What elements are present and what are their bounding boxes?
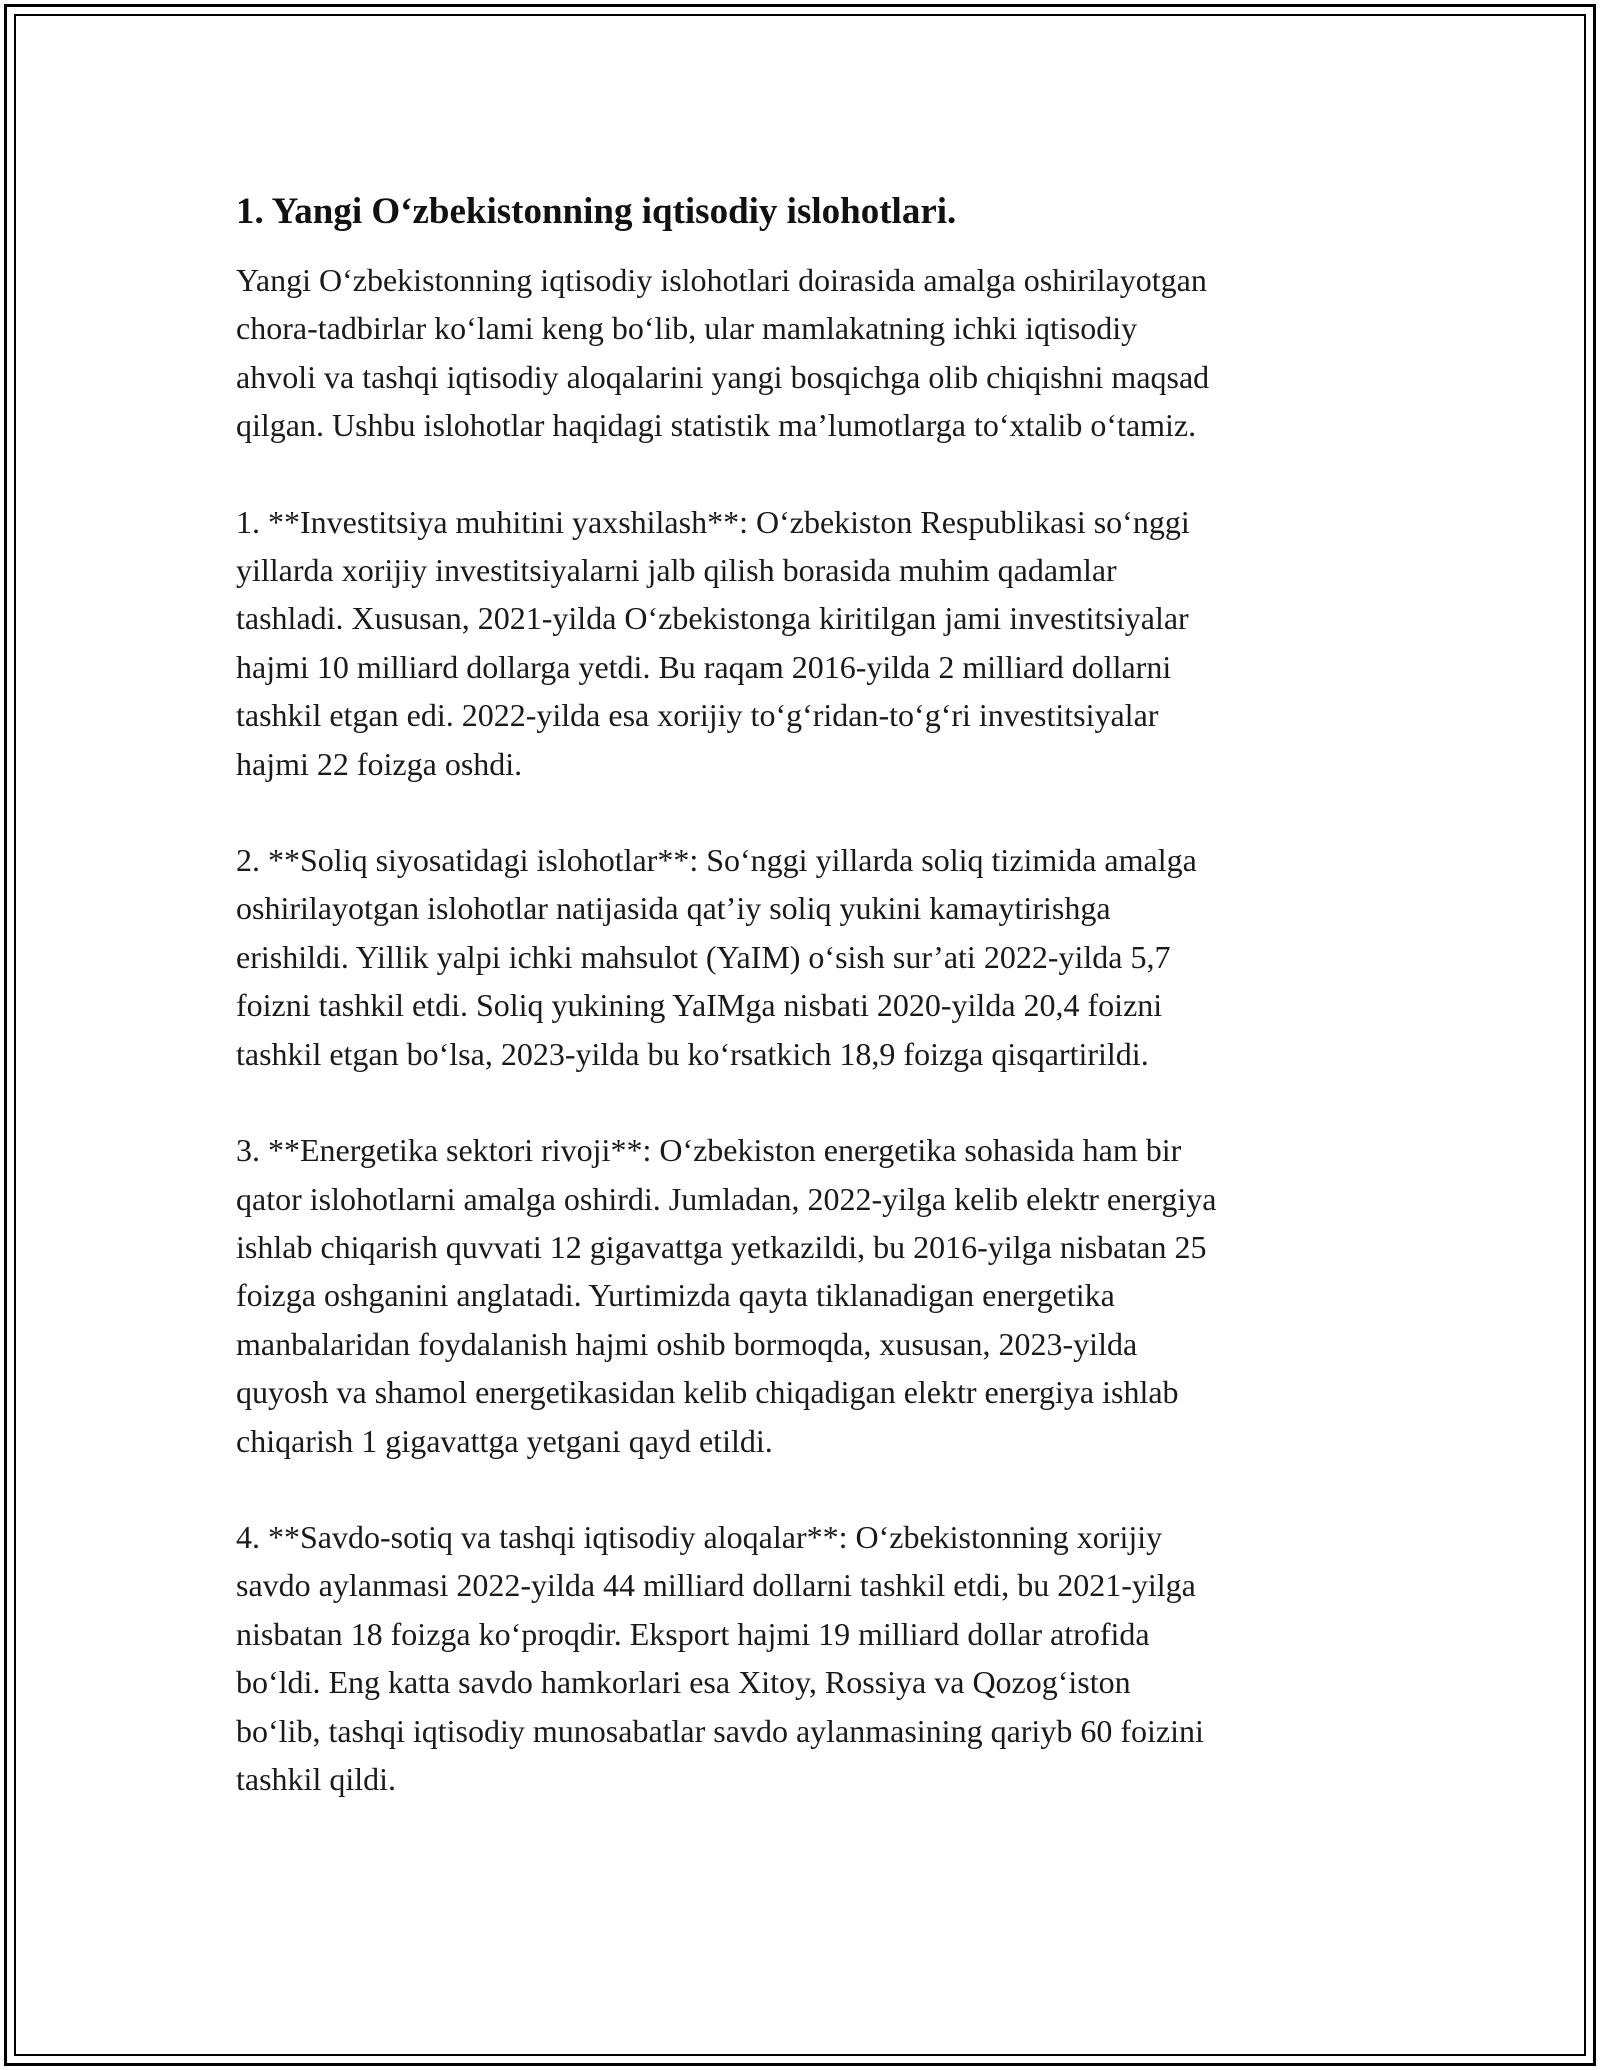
paragraph-energy-sector: 3. **Energetika sektori rivoji**: O‘zbekiston energetika sohasida ham bir qator islohotlarni amalga oshirdi. Jumladan, 2022-yilga kelib elektr energiya ishlab chiqarish quvvati 12 gigavattga yetkazildi, bu 2016-yilga nisbatan 25 foizga oshganini anglatadi. Yurtimizda qayta tiklanadigan energetika manbalaridan foydalanish hajmi oshib bormoqda, xususan, 2023-yilda quyosh va shamol energetikasidan kelib chiqadigan elektr energiya ishlab chiqarish 1 gigavattga yetgani qayd etildi.	[236, 1132, 1217, 1459]
paragraph-tax-policy: 2. **Soliq siyosatidagi islohotlar**: So‘nggi yillarda soliq tizimida amalga oshirilayotgan islohotlar natijasida qat’iy soliq yukini kamaytirishga erishildi. Yillik yalpi ichki mahsulot (YaIM) o‘sish sur’ati 2022-yilda 5,7 foizni tashkil etdi. Soliq yukining YaIMga nisbati 2020-yilda 20,4 foizni tashkil etgan bo‘lsa, 2023-yilda bu ko‘rsatkich 18,9 foizga qisqartirildi.	[236, 842, 1197, 1072]
paragraph-investment: 1. **Investitsiya muhitini yaxshilash**: O‘zbekiston Respublikasi so‘nggi yillarda xorijiy investitsiyalarni jalb qilish borasida muhim qadamlar tashladi. Xususan, 2021-yilda O‘zbekistonga kiritilgan jami investitsiyalar hajmi 10 milliard dollarga yetdi. Bu raqam 2016-yilda 2 milliard dollarni tashkil etgan edi. 2022-yilda esa xorijiy to‘g‘ridan-to‘g‘ri investitsiyalar hajmi 22 foizga oshdi.	[236, 503, 1190, 782]
intro-paragraph: Yangi O‘zbekistonning iqtisodiy islohotlari doirasida amalga oshirilayotgan chora-tadbirlar ko‘lami keng bo‘lib, ular mamlakatning ichki iqtisodiy ahvoli va tashqi iqtisodiy aloqalarini yangi bosqichga olib chiqishni maqsad qilgan. Ushbu islohotlar haqidagi statistik ma’lumotlarga to‘xtalib o‘tamiz.	[236, 262, 1210, 444]
document-body	[236, 188, 1366, 1851]
paragraph-foreign-trade: 4. **Savdo-sotiq va tashqi iqtisodiy aloqalar**: O‘zbekistonning xorijiy savdo aylanmasi 2022-yilda 44 milliard dollarni tashkil etdi, bu 2021-yilga nisbatan 18 foizga ko‘proqdir. Eksport hajmi 19 milliard dollar atrofida bo‘ldi. Eng katta savdo hamkorlari esa Xitoy, Rossiya va Qozog‘iston bo‘lib, tashqi iqtisodiy munosabatlar savdo aylanmasining qariyb 60 foizini tashkil qildi.	[236, 1518, 1204, 1797]
document-heading: 1. Yangi O‘zbekistonning iqtisodiy islohotlari.	[236, 191, 957, 232]
